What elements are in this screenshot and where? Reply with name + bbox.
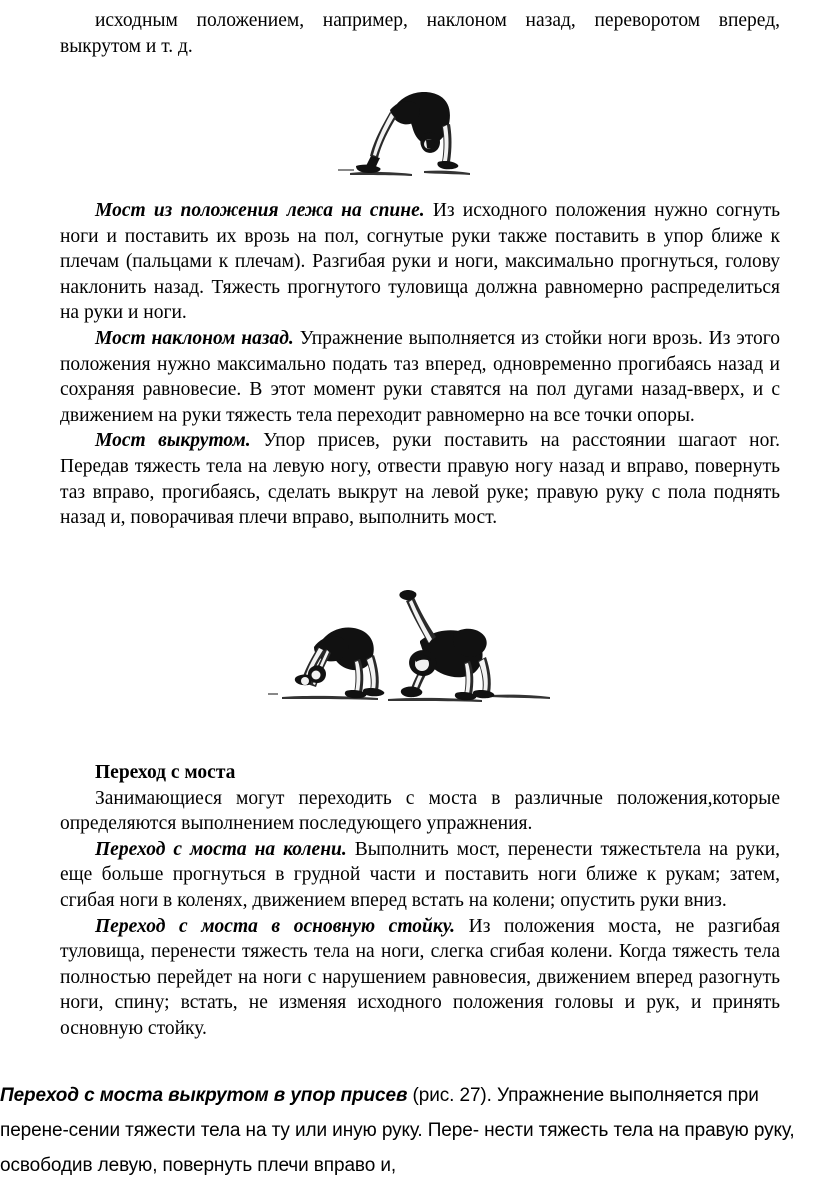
paragraph-most-vykrutom — [60, 428, 780, 530]
figure-gymnast-bridge-pair — [268, 585, 558, 705]
body-block-tail — [0, 1078, 816, 1183]
run-bold-italic-perehod-vykrutom: Переход с моста выкрутом в упор присев — [0, 1085, 408, 1106]
heading-perehod-s-mosta: Переход с моста — [95, 762, 236, 783]
paragraph-perehod-vykrutom-upor — [0, 1078, 816, 1183]
paragraph-perehod-stoyku — [60, 914, 780, 1042]
body-block-bridges — [60, 198, 780, 531]
run-bold-italic-most-vykrutom: Мост выкрутом. — [95, 430, 251, 452]
run-body-perehod-stoyku: Из положения моста, не разгибая туловища, перенести тяжесть тела на ноги, слегка сгибая колени. Когда тяжесть тела полностью перейдет на ноги с нарушением равновесия, движением вперед разогнуть ноги, спину; встать, не изменяя исходного положения головы и рук, и принять основную стойку. — [60, 915, 780, 1039]
paragraph-perehod-koleni — [60, 837, 780, 914]
run-body-most-vykrutom: Упор присев, руки поставить на расстоянии шагаот ног. Передав тяжесть тела на левую ногу, отвести правую ногу назад и вправо, повернуть таз вправо, прогибаясь, сделать выкрут на левой руке; правую руку с пола поднять назад и, поворачивая плечи вправо, выполнить мост. — [60, 430, 780, 529]
run-body-perehod-vykrutom: (рис. 27). Упражнение выполняется при перене-сении тяжести тела на ту или иную руку. Пере- нести тяжесть тела на правую руку, освободив левую, повернуть плечи вправо и, — [0, 1085, 795, 1176]
paragraph-perehod-intro: Занимающиеся могут переходить с моста в различные положения,которые определяются выполнением последующего упражнения. — [60, 787, 780, 835]
run-bold-italic-perehod-koleni: Переход с моста на колени. — [95, 838, 347, 860]
run-bold-italic-perehod-stoyku: Переход с моста в основную стойку. — [95, 915, 456, 937]
run-body-most-lezha: Из исходного положения нужно согнуть ноги и поставить их врозь на пол, согнутые руки также поставить в упор ближе к плечам (пальцами к плечам). Разгибая руки и ноги, максимально прогнуться, голову наклонить назад. Тяжесть прогнутого туловища должна равномерно распределиться на руки и ноги. — [60, 200, 780, 324]
paragraph-most-naklonom — [60, 326, 780, 428]
paragraph-top: исходным положением, например, наклоном назад, переворотом вперед, выкрутом и т. д. — [60, 10, 780, 57]
figure-2-illustration — [268, 585, 558, 705]
run-bold-italic-most-naklonom: Мост наклоном назад. — [95, 327, 294, 349]
paragraph-most-lezha — [60, 198, 780, 326]
body-block-transitions — [60, 760, 780, 1042]
figure-gymnast-bridge-single — [338, 72, 478, 177]
figure-1-illustration — [338, 72, 478, 177]
run-body-perehod-koleni: Выполнить мост, перенести тяжестьтела на руки, еще больше прогнуться в грудной части и поставить ноги ближе к рукам; затем, сгибая ноги в коленях, движением вперед встать на колени; опустить руки вниз. — [60, 838, 780, 911]
run-body-most-naklonom: Упражнение выполняется из стойки ноги врозь. Из этого положения нужно максимально подать таз вперед, одновременно прогибаясь назад и сохраняя равновесие. В этот момент руки ставятся на пол дугами назад-вверх, и с движением на руки тяжесть тела переходит равномерно на все точки опоры. — [60, 327, 780, 426]
run-bold-italic-most-lezha: Мост из положения лежа на спине. — [95, 200, 425, 221]
top-paragraph-block — [60, 8, 780, 59]
